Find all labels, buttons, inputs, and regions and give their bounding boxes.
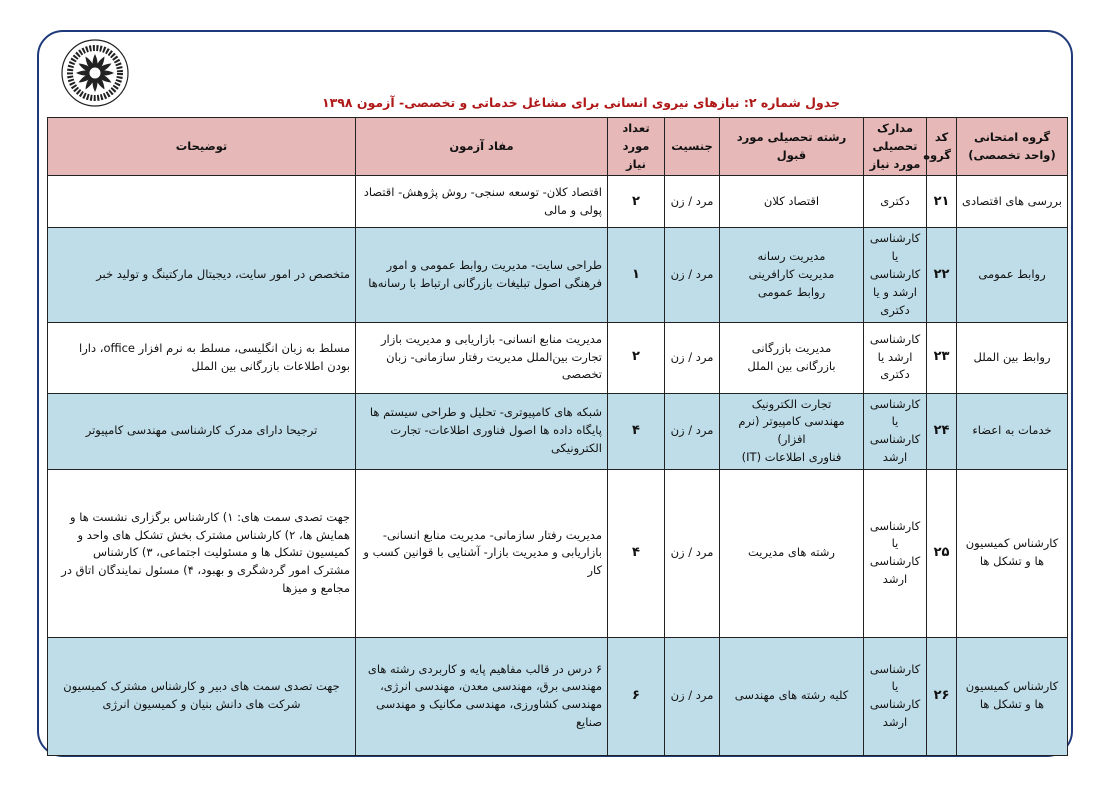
cell-notes <box>48 176 356 228</box>
header-notes: توضیحات <box>48 118 356 176</box>
cell-topics: ۶ درس در قالب مفاهیم پایه و کاربردی رشته های مهندسی برق، مهندسی معدن، مهندسی انرژی، مهندسی کشاورزی، مهندسی مکانیک و مهندسی صنایع <box>356 637 608 755</box>
cell-code: ۲۲ <box>927 228 957 322</box>
header-degree: مدارک تحصیلی مورد نیاز <box>864 118 927 176</box>
page-title: جدول شماره ۲: نیازهای نیروی انسانی برای مشاغل خدماتی و تخصصی- آزمون ۱۳۹۸ <box>322 95 840 110</box>
header-topics: مفاد آزمون <box>356 118 608 176</box>
cell-topics: طراحی سایت- مدیریت روابط عمومی و امور فرهنگی اصول تبلیغات بازرگانی ارتباط با رسانه‌ها <box>356 228 608 322</box>
table-row <box>48 228 1068 322</box>
table-row <box>48 637 1068 755</box>
header-count: تعداد مورد نیاز <box>608 118 665 176</box>
cell-field: مدیریت رسانه مدیریت کارافرینی روابط عمومی <box>720 228 864 322</box>
cell-degree: کارشناسی یا کارشناسی ارشد <box>864 469 927 637</box>
cell-group: بررسی های اقتصادی <box>957 176 1068 228</box>
cell-gender: مرد / زن <box>665 228 720 322</box>
cell-degree: دکتری <box>864 176 927 228</box>
chamber-of-commerce-logo <box>60 38 130 108</box>
cell-notes: متخصص در امور سایت، دیجیتال مارکتینگ و تولید خبر <box>48 228 356 322</box>
cell-gender: مرد / زن <box>665 176 720 228</box>
cell-notes: جهت تصدی سمت های دبیر و کارشناس مشترک کمیسیون شرکت های دانش بنیان و کمیسیون انرژی <box>48 637 356 755</box>
cell-field: مدیریت بازرگانی بازرگانی بین الملل <box>720 322 864 393</box>
cell-field: کلیه رشته های مهندسی <box>720 637 864 755</box>
cell-count: ۴ <box>608 393 665 469</box>
cell-code: ۲۱ <box>927 176 957 228</box>
cell-code: ۲۴ <box>927 393 957 469</box>
cell-degree: کارشناسی یا کارشناسی ارشد و یا دکتری <box>864 228 927 322</box>
header-code: کد گروه <box>927 118 957 176</box>
cell-degree: کارشناسی یا کارشناسی ارشد <box>864 637 927 755</box>
table-row <box>48 176 1068 228</box>
cell-topics: مدیریت رفتار سازمانی- مدیریت منابع انسانی- بازاریابی و مدیریت بازار- آشنایی با قوانین کسب و کار <box>356 469 608 637</box>
cell-code: ۲۵ <box>927 469 957 637</box>
cell-topics: مدیریت منابع انسانی- بازاریابی و مدیریت بازار تجارت بین‌الملل مدیریت رفتار سازمانی- زبان تخصصی <box>356 322 608 393</box>
cell-notes: مسلط به زبان انگلیسی، مسلط به نرم افزار office، دارا بودن اطلاعات بازرگانی بین الملل <box>48 322 356 393</box>
cell-count: ۴ <box>608 469 665 637</box>
cell-degree: کارشناسی یا کارشناسی ارشد <box>864 393 927 469</box>
cell-field: اقتصاد کلان <box>720 176 864 228</box>
cell-gender: مرد / زن <box>665 322 720 393</box>
cell-gender: مرد / زن <box>665 393 720 469</box>
cell-degree: کارشناسی ارشد یا دکتری <box>864 322 927 393</box>
cell-notes: جهت تصدی سمت های: ۱) کارشناس برگزاری نشست ها و همایش ها، ۲) کارشناس مشترک بخش تشکل های واحد و کمیسیون تشکل ها و مسئولیت اجتماعی، ۳) کارشناس مشترک امور گردشگری و بهبود، ۴) مسئول نمایندگان اتاق در مجامع و میزها <box>48 469 356 637</box>
cell-code: ۲۶ <box>927 637 957 755</box>
cell-code: ۲۳ <box>927 322 957 393</box>
cell-topics: شبکه های کامپیوتری- تحلیل و طراحی سیستم ها پایگاه داده ها اصول فناوری اطلاعات- تجارت الکترونیکی <box>356 393 608 469</box>
cell-topics: اقتصاد کلان- توسعه سنجی- روش پژوهش- اقتصاد پولی و مالی <box>356 176 608 228</box>
cell-group: روابط عمومی <box>957 228 1068 322</box>
table-row <box>48 393 1068 469</box>
requirements-table <box>47 117 1068 756</box>
cell-group: خدمات به اعضاء <box>957 393 1068 469</box>
table-row <box>48 469 1068 637</box>
cell-group: کارشناس کمیسیون ها و تشکل ها <box>957 637 1068 755</box>
header-field: رشته تحصیلی مورد قبول <box>720 118 864 176</box>
cell-group: کارشناس کمیسیون ها و تشکل ها <box>957 469 1068 637</box>
cell-gender: مرد / زن <box>665 637 720 755</box>
cell-count: ۲ <box>608 176 665 228</box>
table-row <box>48 322 1068 393</box>
cell-count: ۲ <box>608 322 665 393</box>
cell-gender: مرد / زن <box>665 469 720 637</box>
cell-field: رشته های مدیریت <box>720 469 864 637</box>
header-gender: جنسیت <box>665 118 720 176</box>
cell-field: تجارت الکترونیک مهندسی کامپیوتر (نرم افزار) فناوری اطلاعات (IT) <box>720 393 864 469</box>
cell-notes: ترجیحا دارای مدرک کارشناسی مهندسی کامپیوتر <box>48 393 356 469</box>
cell-count: ۶ <box>608 637 665 755</box>
cell-group: روابط بین الملل <box>957 322 1068 393</box>
header-group: گروه امتحانی (واحد تخصصی) <box>957 118 1068 176</box>
cell-count: ۱ <box>608 228 665 322</box>
